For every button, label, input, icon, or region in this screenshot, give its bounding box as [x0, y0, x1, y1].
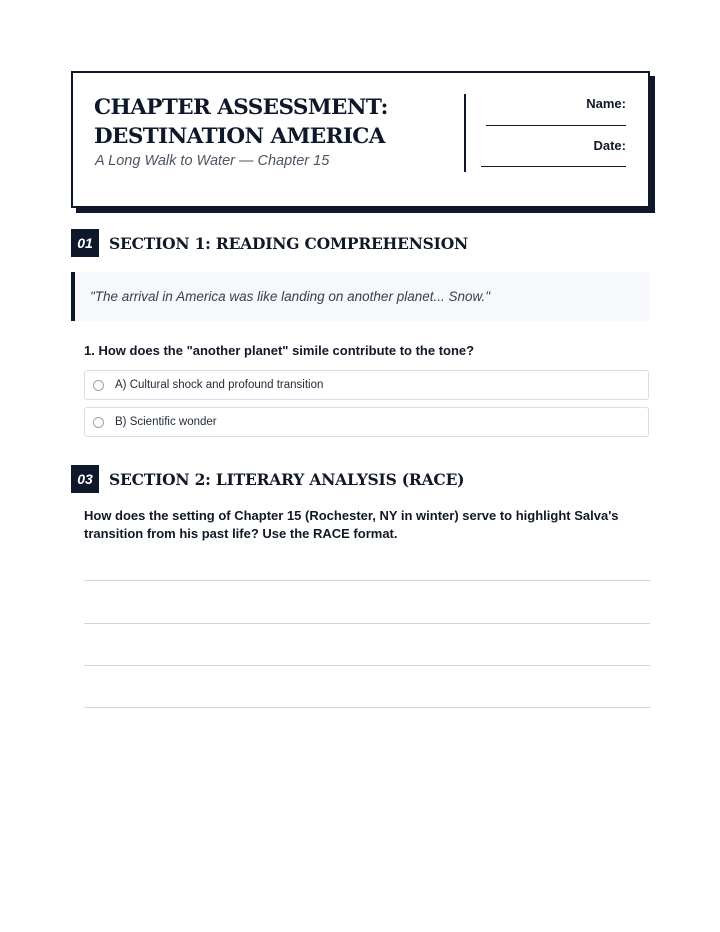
page-title	[94, 93, 424, 151]
option-a[interactable]	[84, 370, 649, 400]
section-2-header	[71, 465, 464, 493]
section-2-number: 03	[71, 465, 99, 493]
radio-icon[interactable]	[93, 380, 104, 391]
title-line-1: CHAPTER ASSESSMENT:	[94, 95, 388, 120]
answer-line-2[interactable]	[84, 623, 650, 624]
race-prompt: How does the setting of Chapter 15 (Rochester, NY in winter) serve to highlight Salva's transition from his past life? Use the RACE format.	[84, 508, 619, 541]
date-field[interactable]	[481, 166, 626, 167]
option-b[interactable]	[84, 407, 649, 437]
header-card	[71, 71, 650, 208]
date-label: Date:	[593, 138, 626, 153]
section-1-number: 01	[71, 229, 99, 257]
radio-icon[interactable]	[93, 417, 104, 428]
assessment-page	[71, 71, 650, 541]
answer-line-4[interactable]	[84, 707, 650, 708]
name-label: Name:	[586, 96, 626, 111]
page-subtitle: A Long Walk to Water — Chapter 15	[95, 153, 330, 169]
section-1-title: SECTION 1: READING COMPREHENSION	[109, 233, 469, 253]
section-1-header	[71, 229, 468, 257]
answer-line-1[interactable]	[84, 580, 650, 581]
section-2-title: SECTION 2: LITERARY ANALYSIS (RACE)	[109, 469, 465, 489]
option-b-label: B) Scientific wonder	[115, 416, 217, 428]
header-divider	[464, 94, 466, 172]
question-1: 1. How does the "another planet" simile contribute to the tone?	[84, 343, 475, 358]
answer-line-3[interactable]	[84, 665, 650, 666]
name-field[interactable]	[486, 125, 626, 126]
title-line-2: DESTINATION AMERICA	[94, 124, 385, 149]
option-a-label: A) Cultural shock and profound transition	[115, 379, 324, 391]
quote-block: "The arrival in America was like landing on another planet... Snow."	[71, 272, 650, 321]
